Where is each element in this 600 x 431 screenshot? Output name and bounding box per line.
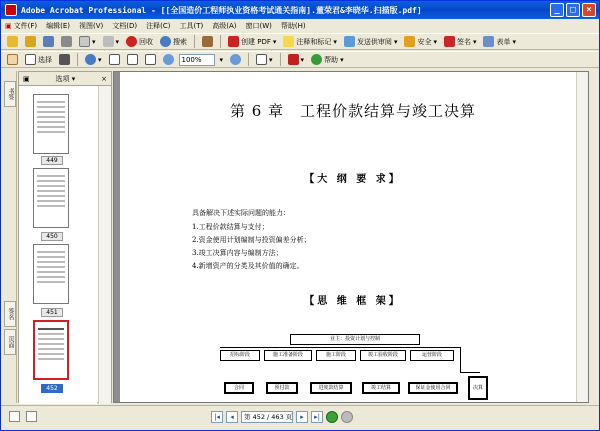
title-bar <box>1 1 599 19</box>
menu-edit[interactable]: 编辑(E) <box>46 21 71 30</box>
document-properties-icon[interactable] <box>26 411 37 422</box>
status-bar <box>1 405 599 430</box>
open-button[interactable] <box>5 35 20 49</box>
cursor-icon <box>25 54 36 65</box>
save-icon <box>43 36 54 47</box>
print-icon <box>61 36 72 47</box>
previous-view-button[interactable] <box>326 411 338 423</box>
fit-width-icon <box>145 54 156 65</box>
diagram-step: 预付款 <box>266 382 298 394</box>
diagram-phase: 招标阶段 <box>220 350 260 361</box>
zoom-icon <box>85 54 96 65</box>
create-pdf-button[interactable]: 创建 PDF ▾ <box>226 35 278 49</box>
attach-button[interactable]: ▾ <box>101 35 122 49</box>
tab-pages[interactable]: 页面 <box>4 329 16 355</box>
menu-help[interactable]: 帮助(H) <box>280 21 306 30</box>
help-button[interactable]: 帮助 ▾ <box>309 53 346 67</box>
page-icon <box>109 54 120 65</box>
camera-icon <box>59 54 70 65</box>
organizer-button[interactable] <box>23 35 38 49</box>
toolbar-separator <box>77 53 78 66</box>
thumbnail-page-number: 452 <box>41 384 63 393</box>
search-button[interactable]: 搜索 <box>158 35 189 49</box>
hand-icon <box>7 54 18 65</box>
acrobat-app-icon <box>5 4 17 16</box>
email-button[interactable]: ▾ <box>77 35 98 49</box>
zoom-tool-button[interactable]: ▾ <box>83 53 104 67</box>
list-item: 3.竣工决算内容与编制方法； <box>192 249 283 257</box>
fit-page-button[interactable] <box>125 53 140 67</box>
menu-advanced[interactable]: 高级(A) <box>212 21 237 30</box>
zoom-in-button[interactable] <box>228 53 243 67</box>
fit-width-button[interactable] <box>143 53 158 67</box>
main-toolbar <box>1 33 599 50</box>
first-page-button[interactable]: |◂ <box>211 411 223 423</box>
thumbnail-page-number: 450 <box>41 232 63 241</box>
toolbar-separator <box>248 53 249 66</box>
diagram-side-box: 决算 <box>468 376 488 400</box>
page-thumbnail[interactable] <box>33 244 69 304</box>
diagram-step: 保证金使用合同 <box>408 382 458 394</box>
options-menu[interactable]: 选项 ▾ <box>55 74 76 83</box>
requirements-list <box>192 221 311 273</box>
comment-icon <box>283 36 294 47</box>
toolbar-separator <box>194 35 195 48</box>
page-number-field[interactable]: 第 452 / 463 页 <box>241 411 293 423</box>
actual-size-button[interactable] <box>107 53 122 67</box>
navigation-tabs-rail <box>3 71 17 403</box>
organize-button[interactable] <box>200 35 215 49</box>
zoom-out-icon <box>163 54 174 65</box>
recycle-icon <box>126 36 137 47</box>
prev-page-button[interactable]: ◂ <box>226 411 238 423</box>
menu-document[interactable]: 文档(D) <box>112 21 138 30</box>
diagram-step: 竣工结算 <box>362 382 400 394</box>
toolbar-separator <box>280 53 281 66</box>
next-page-button[interactable]: ▸ <box>296 411 308 423</box>
diagram-phase: 运营阶段 <box>410 350 454 361</box>
tab-signatures[interactable]: 签名 <box>4 301 16 327</box>
folder-icon <box>25 36 36 47</box>
fit-page-icon <box>127 54 138 65</box>
menu-tools[interactable]: 工具(T) <box>179 21 204 30</box>
maximize-button[interactable]: □ <box>566 3 580 17</box>
rotate-button[interactable]: ▾ <box>254 53 275 67</box>
list-item: 4.新增资产的分类及其价值的确定。 <box>192 262 304 270</box>
framework-heading: 【思 维 框 架】 <box>304 296 402 307</box>
tab-bookmarks[interactable]: 书签 <box>4 81 16 107</box>
review-icon <box>344 36 355 47</box>
diagram-step: 合同 <box>224 382 254 394</box>
pages-panel <box>18 71 112 403</box>
snapshot-button[interactable] <box>57 53 72 67</box>
stamp-icon <box>202 36 213 47</box>
menu-window[interactable]: 窗口(W) <box>245 21 272 30</box>
thumbnail-list <box>19 86 97 404</box>
comment-markup-button[interactable]: 注释和标记 ▾ <box>281 35 339 49</box>
rotate-icon <box>256 54 267 65</box>
page-thumbnail-selected[interactable] <box>33 320 69 380</box>
page-thumbnail[interactable] <box>33 94 69 154</box>
menu-bar <box>1 19 599 32</box>
pdf-page <box>120 72 586 403</box>
list-item: 2.资金使用计划编制与投资偏差分析； <box>192 236 311 244</box>
minimize-button[interactable]: _ <box>550 3 564 17</box>
list-item: 1.工程价款结算与支付； <box>192 223 269 231</box>
diagram-phase: 施工准备阶段 <box>264 350 312 361</box>
intro-text: 具备解决下述实际问题的能力： <box>192 209 290 217</box>
paperclip-icon <box>103 36 114 47</box>
close-button[interactable]: × <box>582 3 596 17</box>
send-review-button[interactable]: 发送供审阅 ▾ <box>342 35 400 49</box>
chapter-title: 第 6 章 工程价款结算与竣工决算 <box>229 102 477 120</box>
sign-button[interactable]: 签名 ▾ <box>442 35 479 49</box>
email-icon <box>79 36 90 47</box>
outline-heading: 【大 纲 要 求】 <box>304 174 402 185</box>
search-icon <box>160 36 171 47</box>
thumbnail-scrollbar[interactable] <box>98 86 111 404</box>
thumbnail-page-number: 451 <box>41 308 63 317</box>
form-icon <box>483 36 494 47</box>
select-tool-button[interactable]: 选择 <box>23 53 54 67</box>
help-icon <box>311 54 322 65</box>
framework-diagram <box>220 334 490 403</box>
diagram-phase: 竣工验收阶段 <box>360 350 406 361</box>
hand-tool-button[interactable] <box>5 53 20 67</box>
toolbar-separator <box>220 35 221 48</box>
panel-close-icon[interactable]: ▣ <box>23 74 30 83</box>
diagram-step: 进度款结算 <box>310 382 352 394</box>
secure-button[interactable]: 安全 ▾ <box>402 35 439 49</box>
zoom-input[interactable]: 100% <box>179 54 215 66</box>
diagram-top-box: 业主：投资计划与控制 <box>290 334 420 345</box>
recycle-button[interactable]: 回收 <box>124 35 155 49</box>
navigation-toolbar <box>1 51 599 68</box>
diagram-connector <box>460 347 461 373</box>
menu-comments[interactable]: 注释(C) <box>146 21 171 30</box>
lock-icon <box>404 36 415 47</box>
menu-view[interactable]: 视图(V) <box>79 21 104 30</box>
diagram-connector <box>460 372 480 373</box>
window-title: Adobe Acrobat Professional - [[全国造价工程师执业资格考试通关指南].董荣君&李晓华.扫描版.pdf] <box>21 5 422 15</box>
close-panel-icon[interactable]: × <box>101 74 107 83</box>
page-navigation <box>211 411 353 423</box>
layout-icon[interactable] <box>9 411 20 422</box>
panel-header <box>19 72 111 86</box>
save-button[interactable] <box>41 35 56 49</box>
yahoo-button[interactable]: ▾ <box>286 53 307 67</box>
pen-icon <box>444 36 455 47</box>
folder-open-icon <box>7 36 18 47</box>
next-view-button[interactable] <box>341 411 353 423</box>
create-pdf-icon <box>228 36 239 47</box>
pdf-doc-icon: ▣ <box>5 21 12 30</box>
page-thumbnail[interactable] <box>33 168 69 228</box>
document-scrollbar[interactable] <box>576 72 588 403</box>
diagram-connector <box>220 347 460 348</box>
last-page-button[interactable]: ▸| <box>311 411 323 423</box>
document-view <box>113 71 589 403</box>
zoom-dropdown[interactable]: ▾ <box>219 55 224 64</box>
yahoo-icon <box>288 54 299 65</box>
menu-file[interactable]: ▣ 文件(F) <box>5 21 38 30</box>
print-button[interactable] <box>59 35 74 49</box>
zoom-in-icon <box>230 54 241 65</box>
thumbnail-page-number: 449 <box>41 156 63 165</box>
forms-button[interactable]: 表单 ▾ <box>481 35 518 49</box>
zoom-out-button[interactable] <box>161 53 176 67</box>
diagram-phase: 施工阶段 <box>316 350 356 361</box>
